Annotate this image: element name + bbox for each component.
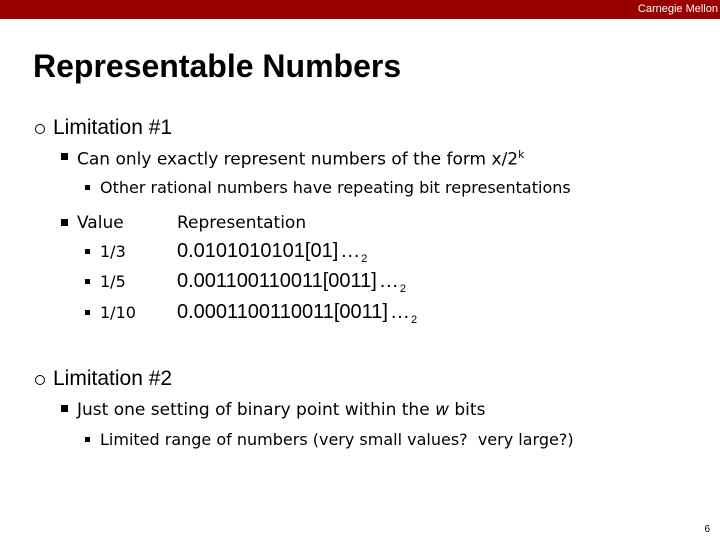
small-square-bullet-icon	[85, 279, 90, 284]
table-row-representation	[177, 301, 417, 326]
square-bullet-icon	[61, 405, 68, 412]
table-row-value: 1/10	[100, 303, 136, 322]
rep-base: 2	[410, 314, 418, 326]
hollow-circle-bullet-icon	[35, 375, 45, 385]
point-text-before: Just one setting of binary point within the	[77, 400, 436, 420]
header-bar	[0, 0, 720, 19]
table-row-value: 1/3	[100, 242, 126, 261]
small-square-bullet-icon	[85, 249, 90, 254]
rep-bits: 0.001100110011[0011]	[177, 270, 377, 292]
brand-label: Carnegie Mellon	[637, 3, 718, 15]
square-bullet-icon	[61, 153, 68, 160]
point-emphasis: w	[435, 400, 449, 420]
table-header-value: Value	[77, 213, 124, 233]
limitation-1-point	[77, 148, 525, 170]
slide-title: Representable Numbers	[33, 48, 402, 84]
rep-ellipsis: …	[389, 301, 410, 323]
page-number: 6	[704, 524, 710, 535]
table-header-representation: Representation	[177, 213, 307, 233]
table-row-value: 1/5	[100, 272, 126, 291]
table-row-representation	[177, 240, 367, 265]
limitation-1-heading: Limitation #1	[53, 116, 173, 139]
point-text: Can only exactly represent numbers of the form x/2	[77, 149, 519, 170]
limitation-2-heading: Limitation #2	[53, 367, 173, 390]
table-row-representation	[177, 270, 406, 295]
limitation-1-subpoint: Other rational numbers have repeating bit representations	[100, 178, 571, 197]
rep-bits: 0.0001100110011[0011]	[177, 301, 388, 323]
limitation-2-point	[77, 400, 485, 420]
rep-ellipsis: …	[378, 270, 399, 292]
small-square-bullet-icon	[85, 437, 90, 442]
rep-bits: 0.0101010101[01]	[177, 240, 339, 262]
rep-ellipsis: …	[340, 240, 361, 262]
small-square-bullet-icon	[85, 185, 90, 190]
limitation-2-subpoint: Limited range of numbers (very small values? very large?)	[100, 430, 574, 449]
rep-base: 2	[361, 253, 368, 265]
rep-base: 2	[399, 283, 406, 295]
small-square-bullet-icon	[85, 310, 90, 315]
point-superscript: k	[518, 148, 525, 161]
hollow-circle-bullet-icon	[35, 124, 45, 134]
point-text-after: bits	[448, 400, 486, 420]
square-bullet-icon	[61, 219, 68, 226]
